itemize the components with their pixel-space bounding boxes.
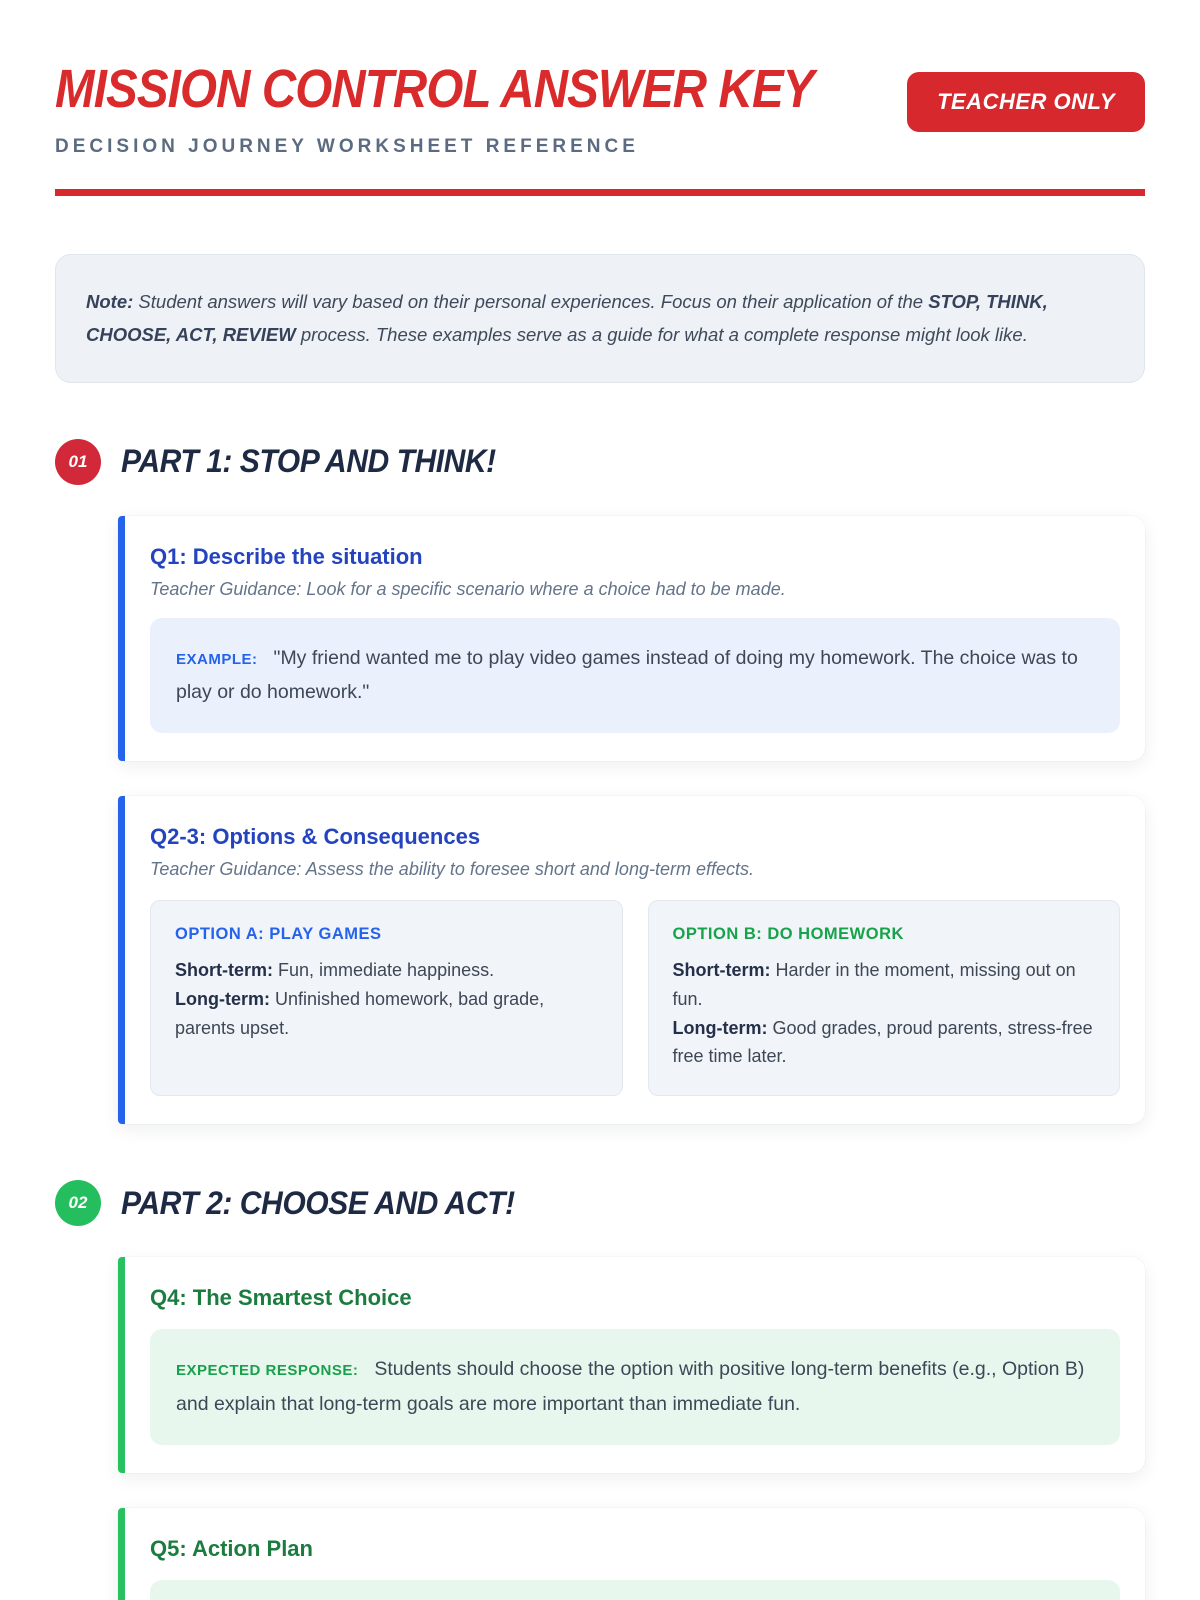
teacher-only-badge: TEACHER ONLY [907, 72, 1145, 132]
q5-response-box [150, 1580, 1120, 1600]
note-text-before: Student answers will vary based on their personal experiences. Focus on their application of the [133, 291, 929, 312]
q4-response-box [150, 1329, 1120, 1444]
option-b-long-text: Good grades, proud parents, stress-free free time later. [672, 1017, 1093, 1067]
q23-card [118, 796, 1145, 1124]
q5-title: Q5: Action Plan [150, 1535, 313, 1561]
part-2-number-badge: 02 [55, 1180, 101, 1226]
options-row [150, 900, 1120, 1096]
q1-example-box [150, 618, 1120, 733]
page-header [55, 58, 1145, 196]
note-label: Note: [86, 291, 134, 312]
header-divider [55, 189, 1145, 196]
q1-card [118, 516, 1145, 761]
q1-teacher-guidance: Teacher Guidance: Look for a specific scenario where a choice had to be made. [150, 578, 786, 599]
page-subtitle: DECISION JOURNEY WORKSHEET REFERENCE [55, 136, 639, 157]
q1-title: Q1: Describe the situation [150, 543, 423, 569]
page-title: MISSION CONTROL ANSWER KEY [55, 59, 814, 119]
q23-teacher-guidance: Teacher Guidance: Assess the ability to foresee short and long-term effects. [150, 859, 754, 879]
option-a-long-label: Long-term: [175, 988, 270, 1009]
q4-card [118, 1257, 1145, 1472]
option-b-long-label: Long-term: [672, 1017, 768, 1038]
option-a-short-text: Fun, immediate happiness. [273, 960, 495, 980]
part-1-number-badge: 01 [55, 439, 101, 485]
part-1-title: PART 1: STOP AND THINK! [121, 443, 496, 480]
q1-example-text: "My friend wanted me to play video games instead of doing my homework. The choice was to play or do homework." [176, 646, 1078, 704]
note-text-after: process. These examples serve as a guide for what a complete response might look like. [295, 324, 1028, 346]
example-label: EXAMPLE: [176, 650, 258, 668]
expected-response-label: EXPECTED RESPONSE: [176, 1362, 359, 1380]
option-a-title: OPTION A: PLAY GAMES [175, 925, 382, 943]
option-b-short-text: Harder in the moment, missing out on fun. [672, 960, 1076, 1009]
option-b-box [648, 900, 1121, 1096]
option-a-box [150, 900, 623, 1096]
option-a-long-text: Unfinished homework, bad grade, parents upset. [175, 988, 545, 1038]
note-box [55, 254, 1145, 383]
q4-title: Q4: The Smartest Choice [150, 1285, 412, 1311]
q23-title: Q2-3: Options & Consequences [150, 824, 481, 849]
part-2-title: PART 2: CHOOSE AND ACT! [121, 1184, 515, 1221]
option-a-short-label: Short-term: [175, 960, 273, 980]
option-b-text [673, 956, 1096, 1071]
option-b-short-label: Short-term: [672, 960, 771, 980]
q5-card [118, 1508, 1145, 1600]
part-2-heading [55, 1180, 1145, 1226]
q4-response-text: Students should choose the option with positive long-term benefits (e.g., Option B) and explain that long-term goals are more important than immediate fun. [176, 1358, 1085, 1415]
part-1-heading [55, 439, 1145, 485]
option-a-text [175, 956, 598, 1042]
note-process-keywords: STOP, THINK, CHOOSE, ACT, REVIEW [86, 291, 1048, 346]
option-b-title: OPTION B: DO HOMEWORK [672, 925, 904, 943]
